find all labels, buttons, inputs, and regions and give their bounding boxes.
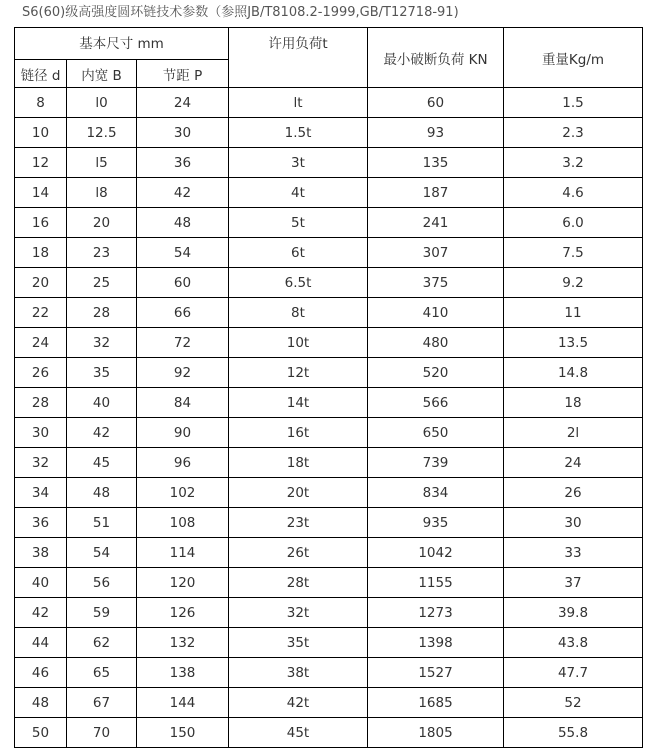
pitch-cell: 92 [137, 358, 229, 388]
table-row [15, 328, 643, 358]
allowable-load-cell: 16t [229, 418, 368, 448]
inner-width-cell: 54 [67, 538, 137, 568]
pitch-cell: 132 [137, 628, 229, 658]
inner-width-cell: 51 [67, 508, 137, 538]
chain-diameter-cell: 30 [15, 418, 67, 448]
header-inner-width: 内宽 B [67, 60, 137, 88]
inner-width-cell: 23 [67, 238, 137, 268]
chain-diameter-cell: 18 [15, 238, 67, 268]
inner-width-cell: 42 [67, 418, 137, 448]
allowable-load-cell: 5t [229, 208, 368, 238]
min-breaking-load-cell: 650 [368, 418, 504, 448]
table-row [15, 88, 643, 118]
pitch-cell: 126 [137, 598, 229, 628]
table-row [15, 238, 643, 268]
weight-cell: 39.8 [504, 598, 643, 628]
chain-diameter-cell: 36 [15, 508, 67, 538]
weight-cell: 1.5 [504, 88, 643, 118]
min-breaking-load-cell: 410 [368, 298, 504, 328]
chain-diameter-cell: 34 [15, 478, 67, 508]
allowable-load-cell: 38t [229, 658, 368, 688]
table-row [15, 118, 643, 148]
allowable-load-cell: 12t [229, 358, 368, 388]
chain-spec-table [14, 27, 643, 748]
inner-width-cell: 62 [67, 628, 137, 658]
chain-diameter-cell: 38 [15, 538, 67, 568]
pitch-cell: 138 [137, 658, 229, 688]
table-row [15, 418, 643, 448]
pitch-cell: 24 [137, 88, 229, 118]
allowable-load-cell: lt [229, 88, 368, 118]
pitch-cell: 30 [137, 118, 229, 148]
header-basic-dims: 基本尺寸 mm [15, 28, 229, 60]
weight-cell: 33 [504, 538, 643, 568]
allowable-load-cell: 1.5t [229, 118, 368, 148]
min-breaking-load-cell: 1042 [368, 538, 504, 568]
chain-diameter-cell: 20 [15, 268, 67, 298]
chain-diameter-cell: 28 [15, 388, 67, 418]
inner-width-cell: 56 [67, 568, 137, 598]
min-breaking-load-cell: 375 [368, 268, 504, 298]
header-weight: 重量Kg/m [504, 28, 643, 88]
weight-cell: 47.7 [504, 658, 643, 688]
header-row-top [15, 28, 643, 60]
weight-cell: 11 [504, 298, 643, 328]
pitch-cell: 42 [137, 178, 229, 208]
pitch-cell: 150 [137, 718, 229, 748]
chain-diameter-cell: 8 [15, 88, 67, 118]
weight-cell: 2l [504, 418, 643, 448]
header-pitch: 节距 P [137, 60, 229, 88]
weight-cell: 18 [504, 388, 643, 418]
table-row [15, 178, 643, 208]
chain-diameter-cell: 50 [15, 718, 67, 748]
weight-cell: 13.5 [504, 328, 643, 358]
weight-cell: 52 [504, 688, 643, 718]
inner-width-cell: 35 [67, 358, 137, 388]
table-body [15, 88, 643, 748]
inner-width-cell: 25 [67, 268, 137, 298]
min-breaking-load-cell: 739 [368, 448, 504, 478]
min-breaking-load-cell: 135 [368, 148, 504, 178]
inner-width-cell: 70 [67, 718, 137, 748]
min-breaking-load-cell: 1527 [368, 658, 504, 688]
pitch-cell: 120 [137, 568, 229, 598]
table-row [15, 598, 643, 628]
allowable-load-cell: 6.5t [229, 268, 368, 298]
inner-width-cell: 65 [67, 658, 137, 688]
min-breaking-load-cell: 307 [368, 238, 504, 268]
pitch-cell: 102 [137, 478, 229, 508]
allowable-load-cell: 18t [229, 448, 368, 478]
min-breaking-load-cell: 1805 [368, 718, 504, 748]
table-caption: S6(60)级高强度圆环链技术参数（参照JB/T8108.2-1999,GB/T12718-91) [22, 5, 459, 20]
pitch-cell: 114 [137, 538, 229, 568]
allowable-load-cell: 8t [229, 298, 368, 328]
inner-width-cell: 40 [67, 388, 137, 418]
inner-width-cell: l5 [67, 148, 137, 178]
pitch-cell: 36 [137, 148, 229, 178]
chain-diameter-cell: 22 [15, 298, 67, 328]
table-row [15, 658, 643, 688]
table-row [15, 478, 643, 508]
allowable-load-cell: 20t [229, 478, 368, 508]
allowable-load-cell: 23t [229, 508, 368, 538]
inner-width-cell: 20 [67, 208, 137, 238]
inner-width-cell: l8 [67, 178, 137, 208]
weight-cell: 2.3 [504, 118, 643, 148]
chain-diameter-cell: 10 [15, 118, 67, 148]
pitch-cell: 108 [137, 508, 229, 538]
min-breaking-load-cell: 60 [368, 88, 504, 118]
pitch-cell: 48 [137, 208, 229, 238]
inner-width-cell: 28 [67, 298, 137, 328]
min-breaking-load-cell: 834 [368, 478, 504, 508]
min-breaking-load-cell: 187 [368, 178, 504, 208]
min-breaking-load-cell: 480 [368, 328, 504, 358]
table-row [15, 148, 643, 178]
min-breaking-load-cell: 1273 [368, 598, 504, 628]
inner-width-cell: 67 [67, 688, 137, 718]
chain-diameter-cell: 44 [15, 628, 67, 658]
min-breaking-load-cell: 566 [368, 388, 504, 418]
allowable-load-cell: 3t [229, 148, 368, 178]
min-breaking-load-cell: 1398 [368, 628, 504, 658]
table-row [15, 208, 643, 238]
inner-width-cell: 48 [67, 478, 137, 508]
weight-cell: 37 [504, 568, 643, 598]
table-row [15, 688, 643, 718]
chain-diameter-cell: 46 [15, 658, 67, 688]
pitch-cell: 66 [137, 298, 229, 328]
chain-diameter-cell: 16 [15, 208, 67, 238]
min-breaking-load-cell: 93 [368, 118, 504, 148]
table-row [15, 628, 643, 658]
weight-cell: 3.2 [504, 148, 643, 178]
weight-cell: 26 [504, 478, 643, 508]
allowable-load-cell: 4t [229, 178, 368, 208]
allowable-load-cell: 32t [229, 598, 368, 628]
weight-cell: 14.8 [504, 358, 643, 388]
weight-cell: 24 [504, 448, 643, 478]
chain-diameter-cell: 12 [15, 148, 67, 178]
allowable-load-cell: 10t [229, 328, 368, 358]
inner-width-cell: l0 [67, 88, 137, 118]
inner-width-cell: 32 [67, 328, 137, 358]
min-breaking-load-cell: 241 [368, 208, 504, 238]
pitch-cell: 84 [137, 388, 229, 418]
header-allowable-load: 许用负荷t [229, 28, 368, 88]
weight-cell: 30 [504, 508, 643, 538]
table-row [15, 538, 643, 568]
pitch-cell: 96 [137, 448, 229, 478]
chain-diameter-cell: 26 [15, 358, 67, 388]
table-row [15, 388, 643, 418]
pitch-cell: 54 [137, 238, 229, 268]
min-breaking-load-cell: 1685 [368, 688, 504, 718]
pitch-cell: 72 [137, 328, 229, 358]
pitch-cell: 90 [137, 418, 229, 448]
allowable-load-cell: 35t [229, 628, 368, 658]
weight-cell: 4.6 [504, 178, 643, 208]
weight-cell: 6.0 [504, 208, 643, 238]
min-breaking-load-cell: 935 [368, 508, 504, 538]
header-chain-diameter: 链径 d [15, 60, 67, 88]
inner-width-cell: 12.5 [67, 118, 137, 148]
table-row [15, 508, 643, 538]
pitch-cell: 60 [137, 268, 229, 298]
weight-cell: 9.2 [504, 268, 643, 298]
table-row [15, 448, 643, 478]
weight-cell: 7.5 [504, 238, 643, 268]
table-row [15, 298, 643, 328]
min-breaking-load-cell: 1155 [368, 568, 504, 598]
chain-diameter-cell: 48 [15, 688, 67, 718]
chain-diameter-cell: 24 [15, 328, 67, 358]
inner-width-cell: 59 [67, 598, 137, 628]
chain-diameter-cell: 42 [15, 598, 67, 628]
allowable-load-cell: 42t [229, 688, 368, 718]
table-row [15, 358, 643, 388]
table-row [15, 568, 643, 598]
allowable-load-cell: 45t [229, 718, 368, 748]
allowable-load-cell: 14t [229, 388, 368, 418]
min-breaking-load-cell: 520 [368, 358, 504, 388]
allowable-load-cell: 6t [229, 238, 368, 268]
allowable-load-cell: 26t [229, 538, 368, 568]
chain-diameter-cell: 14 [15, 178, 67, 208]
weight-cell: 55.8 [504, 718, 643, 748]
chain-diameter-cell: 40 [15, 568, 67, 598]
weight-cell: 43.8 [504, 628, 643, 658]
pitch-cell: 144 [137, 688, 229, 718]
inner-width-cell: 45 [67, 448, 137, 478]
allowable-load-cell: 28t [229, 568, 368, 598]
table-row [15, 718, 643, 748]
header-min-breaking-load: 最小破断负荷 KN [368, 28, 504, 88]
table-row [15, 268, 643, 298]
chain-diameter-cell: 32 [15, 448, 67, 478]
